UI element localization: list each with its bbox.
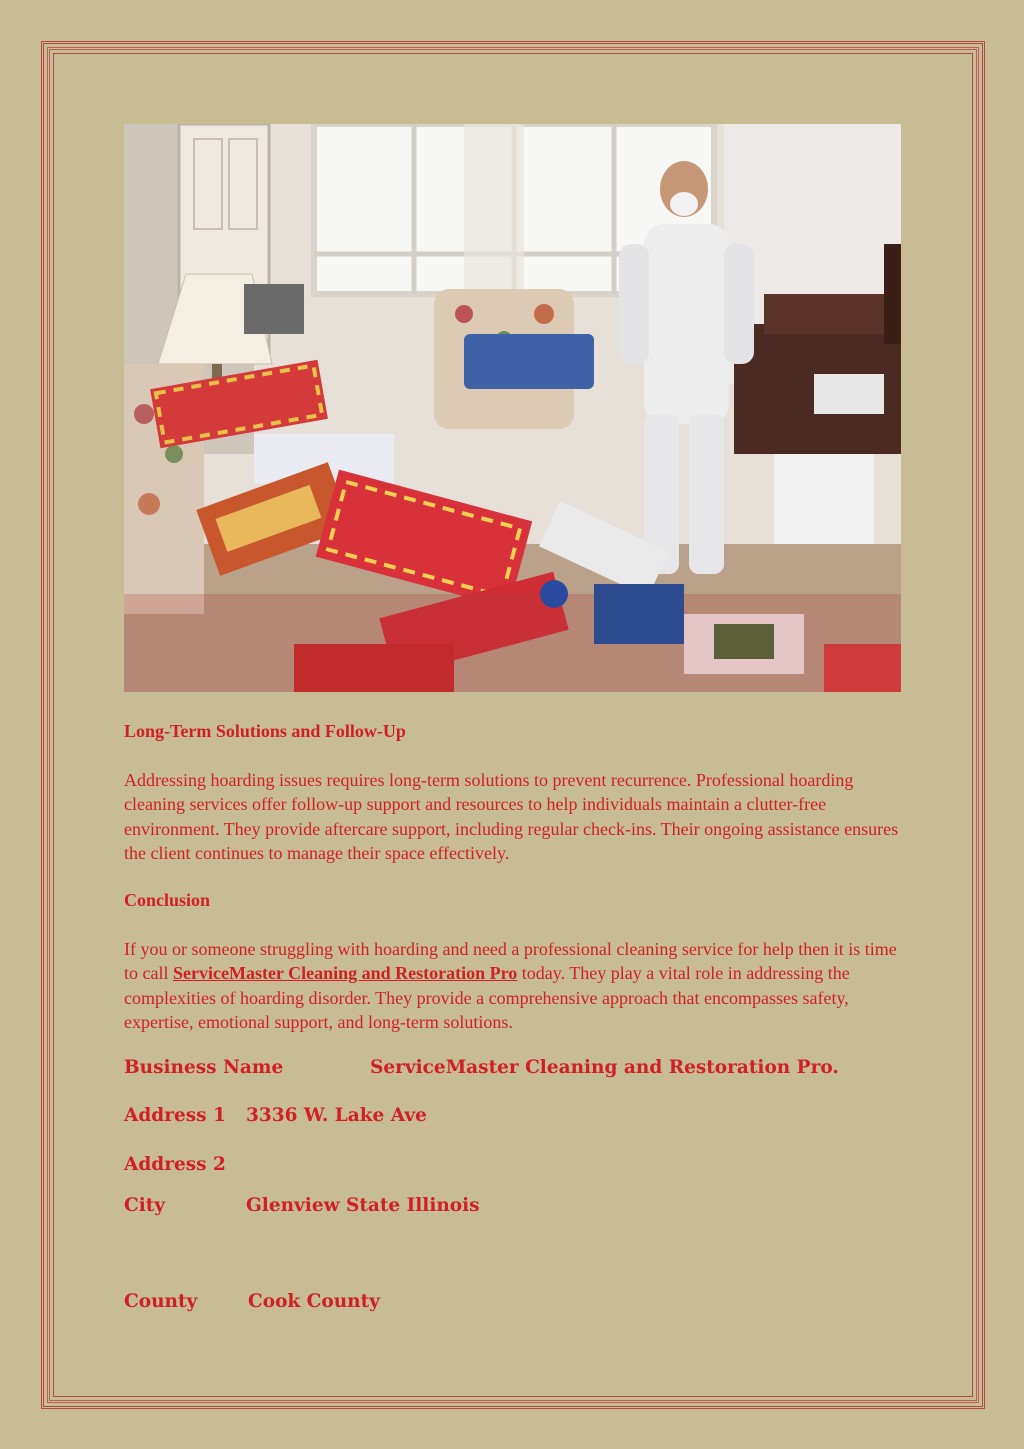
servicemaster-link[interactable]: ServiceMaster Cleaning and Restoration Pro	[172, 963, 518, 984]
business-name-value: ServiceMaster Cleaning and Restoration Pro.	[370, 1057, 839, 1078]
photo-illustration	[124, 124, 901, 692]
address1-row	[124, 1104, 427, 1128]
city-label: City	[124, 1195, 166, 1216]
heading-conclusion: Conclusion	[124, 890, 211, 911]
address2-row	[124, 1153, 226, 1177]
county-value: Cook County	[248, 1291, 380, 1312]
business-name-label: Business Name	[124, 1057, 284, 1078]
paragraph-long-term-solutions: Addressing hoarding issues requires long-term solutions to prevent recurrence. Professional hoarding cleaning services offer follow-up support and resources to help individuals maintain a clutter-free environment. They provide aftercare support, including regular check-ins. Their ongoing assistance ensures the client continues to manage their space effectively.	[124, 770, 899, 863]
conclusion-text-before: If you or someone struggling with hoarding and need a professional cleaning service for help then it is time to call	[124, 939, 897, 984]
address1-value: 3336 W. Lake Ave	[246, 1105, 427, 1126]
county-label: County	[124, 1291, 198, 1312]
address1-label: Address 1	[124, 1105, 226, 1126]
article-body	[124, 718, 914, 1034]
heading-long-term-solutions: Long-Term Solutions and Follow-Up	[124, 721, 406, 741]
city-value: Glenview State Illinois	[246, 1195, 480, 1216]
county-row	[124, 1290, 380, 1314]
paragraph-conclusion	[124, 937, 914, 1034]
hoarding-room-photo	[124, 124, 901, 692]
conclusion-text-after: today. They play a vital role in addressing the complexities of hoarding disorder. They provide a comprehensive approach that encompasses safety, expertise, emotional support, and long-term solutions.	[124, 963, 850, 1033]
city-row	[124, 1194, 480, 1218]
business-name-row	[124, 1056, 839, 1080]
address2-label: Address 2	[124, 1154, 226, 1175]
